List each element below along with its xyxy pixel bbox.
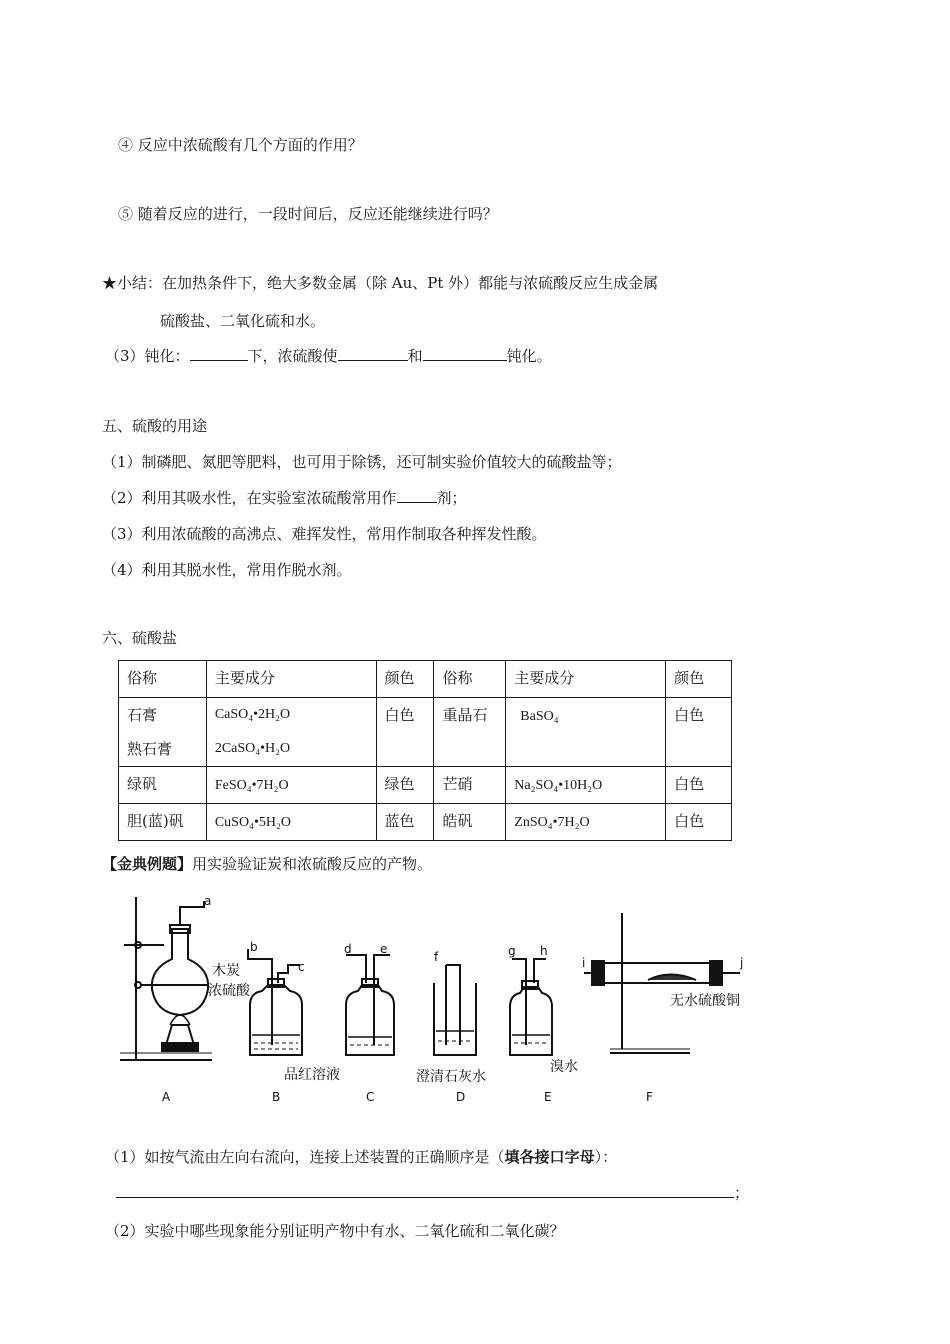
q1-prefix: （1）如按气流由左向右流向，连接上述装置的正确顺序是（	[105, 1148, 505, 1166]
unit-c: C	[366, 1090, 375, 1104]
name-cell: 芒硝	[434, 767, 506, 804]
summary-line-2: 硫酸盐、二氧化硫和水。	[160, 312, 326, 330]
color-cell: 白色	[666, 767, 732, 804]
section-6-heading: 六、硫酸盐	[102, 629, 178, 647]
name-cell: 绿矾	[119, 767, 207, 804]
formula-cell	[206, 804, 376, 841]
example-text: 用实验验证炭和浓硫酸反应的产物。	[192, 855, 433, 873]
formula-cell	[506, 767, 666, 804]
section-5-item-4: （4）利用其脱水性，常用作脱水剂。	[102, 561, 352, 579]
port-g: g	[508, 944, 516, 958]
passivation-prefix: （3）钝化：	[105, 347, 190, 365]
port-f: f	[434, 950, 439, 964]
reagent-labels	[208, 962, 740, 1085]
passivation-suffix: 钝化。	[506, 347, 552, 365]
name-cell: 皓矾	[434, 804, 506, 841]
header-cell: 主要成分	[506, 661, 666, 698]
item-2-suffix: 剂；	[436, 489, 467, 507]
name-gypsum: 石膏	[127, 706, 158, 724]
answer-line-end: ；	[734, 1184, 750, 1202]
answer-line	[116, 1183, 749, 1203]
header-cell: 颜色	[666, 661, 732, 698]
label-charcoal: 木炭	[212, 963, 240, 979]
color-cell: 白色	[666, 698, 732, 767]
q1-suffix: ）：	[594, 1148, 618, 1166]
apparatus-d	[434, 965, 476, 1055]
color-cell: 白色	[376, 698, 434, 767]
label-cuso4: 无水硫酸铜	[670, 993, 740, 1009]
header-cell: 俗称	[119, 661, 207, 698]
name-plaster: 熟石膏	[127, 740, 173, 758]
port-a: a	[204, 894, 212, 908]
formula-cell	[206, 698, 376, 767]
apparatus-b	[248, 949, 302, 1055]
port-i: i	[582, 956, 586, 970]
name-cell: 胆(蓝)矾	[119, 804, 207, 841]
formula-feso4: FeSO₄•7H₂O	[214, 778, 289, 793]
unit-labels	[162, 1090, 653, 1104]
apparatus-c	[346, 955, 394, 1055]
formula-cell	[506, 698, 666, 767]
unit-d: D	[456, 1090, 466, 1104]
question-4: ④ 反应中浓硫酸有几个方面的作用？	[118, 136, 363, 154]
formula-plaster: 2CaSO₄•H₂O	[214, 741, 291, 756]
question-5: ⑤ 随着反应的进行，一段时间后，反应还能继续进行吗？	[118, 205, 498, 223]
port-b: b	[250, 940, 258, 954]
header-cell: 主要成分	[206, 661, 376, 698]
section-5-item-1: （1）制磷肥、氮肥等肥料，也可用于除锈，还可制实验价值较大的硫酸盐等；	[102, 453, 622, 471]
section-5-heading: 五、硫酸的用途	[102, 417, 208, 435]
formula-baso4: BaSO₄	[520, 709, 559, 724]
label-magenta: 品红溶液	[284, 1067, 340, 1083]
formula-cell	[206, 767, 376, 804]
formula-cell	[506, 804, 666, 841]
sulfate-table	[118, 660, 732, 841]
port-e: e	[380, 942, 388, 956]
apparatus-f	[584, 913, 740, 1053]
example-line	[102, 854, 432, 874]
section-5-item-2	[102, 488, 467, 508]
port-j: j	[740, 956, 744, 970]
port-d: d	[344, 942, 352, 956]
color-cell: 白色	[666, 804, 732, 841]
passivation-mid1: 下，浓硫酸使	[247, 347, 338, 365]
unit-f: F	[646, 1090, 653, 1104]
followup-q2: （2）实验中哪些现象能分别证明产物中有水、二氧化硫和二氧化碳？	[105, 1222, 565, 1240]
formula-znso4: ZnSO₄•7H₂O	[514, 815, 590, 830]
color-cell: 蓝色	[376, 804, 434, 841]
item-2-prefix: （2）利用其吸水性，在实验室浓硫酸常用作	[102, 489, 397, 507]
port-h: h	[540, 944, 548, 958]
formula-na2so4: Na₂SO₄•10H₂O	[514, 778, 603, 793]
formula-cuso4: CuSO₄•5H₂O	[214, 815, 291, 830]
apparatus-a	[120, 897, 212, 1060]
blank-metal-1[interactable]	[338, 346, 408, 361]
unit-b: B	[272, 1090, 281, 1104]
port-c: c	[298, 960, 305, 974]
q1-bold: 填各接口字母	[504, 1148, 595, 1166]
label-limewater: 澄清石灰水	[416, 1069, 486, 1085]
blank-metal-2[interactable]	[423, 346, 507, 361]
blank-condition[interactable]	[190, 346, 248, 361]
unit-e: E	[544, 1090, 552, 1104]
apparatus-diagram	[100, 885, 760, 1105]
header-cell: 俗称	[434, 661, 506, 698]
table-row	[119, 804, 732, 841]
summary-line-1: ★小结：在加热条件下，绝大多数金属（除 Au、Pt 外）都能与浓硫酸反应生成金属	[102, 274, 659, 292]
table-row	[119, 698, 732, 767]
color-cell: 绿色	[376, 767, 434, 804]
header-cell: 颜色	[376, 661, 434, 698]
table-header-row	[119, 661, 732, 698]
example-tag: 【金典例题】	[102, 855, 193, 873]
passivation-line	[105, 346, 552, 366]
formula-gypsum: CaSO₄•2H₂O	[214, 707, 291, 722]
passivation-mid2: 和	[407, 347, 423, 365]
unit-a: A	[162, 1090, 171, 1104]
blank-desiccant[interactable]	[397, 488, 437, 503]
label-conc-acid: 浓硫酸	[208, 983, 250, 999]
followup-q1	[105, 1147, 617, 1167]
label-bromine: 溴水	[550, 1059, 578, 1075]
blank-connection-order[interactable]	[116, 1183, 734, 1198]
name-cell	[119, 698, 207, 767]
table-row	[119, 767, 732, 804]
name-cell: 重晶石	[434, 698, 506, 767]
apparatus-e	[510, 959, 552, 1055]
section-5-item-3: （3）利用浓硫酸的高沸点、难挥发性，常用作制取各种挥发性酸。	[102, 525, 547, 543]
